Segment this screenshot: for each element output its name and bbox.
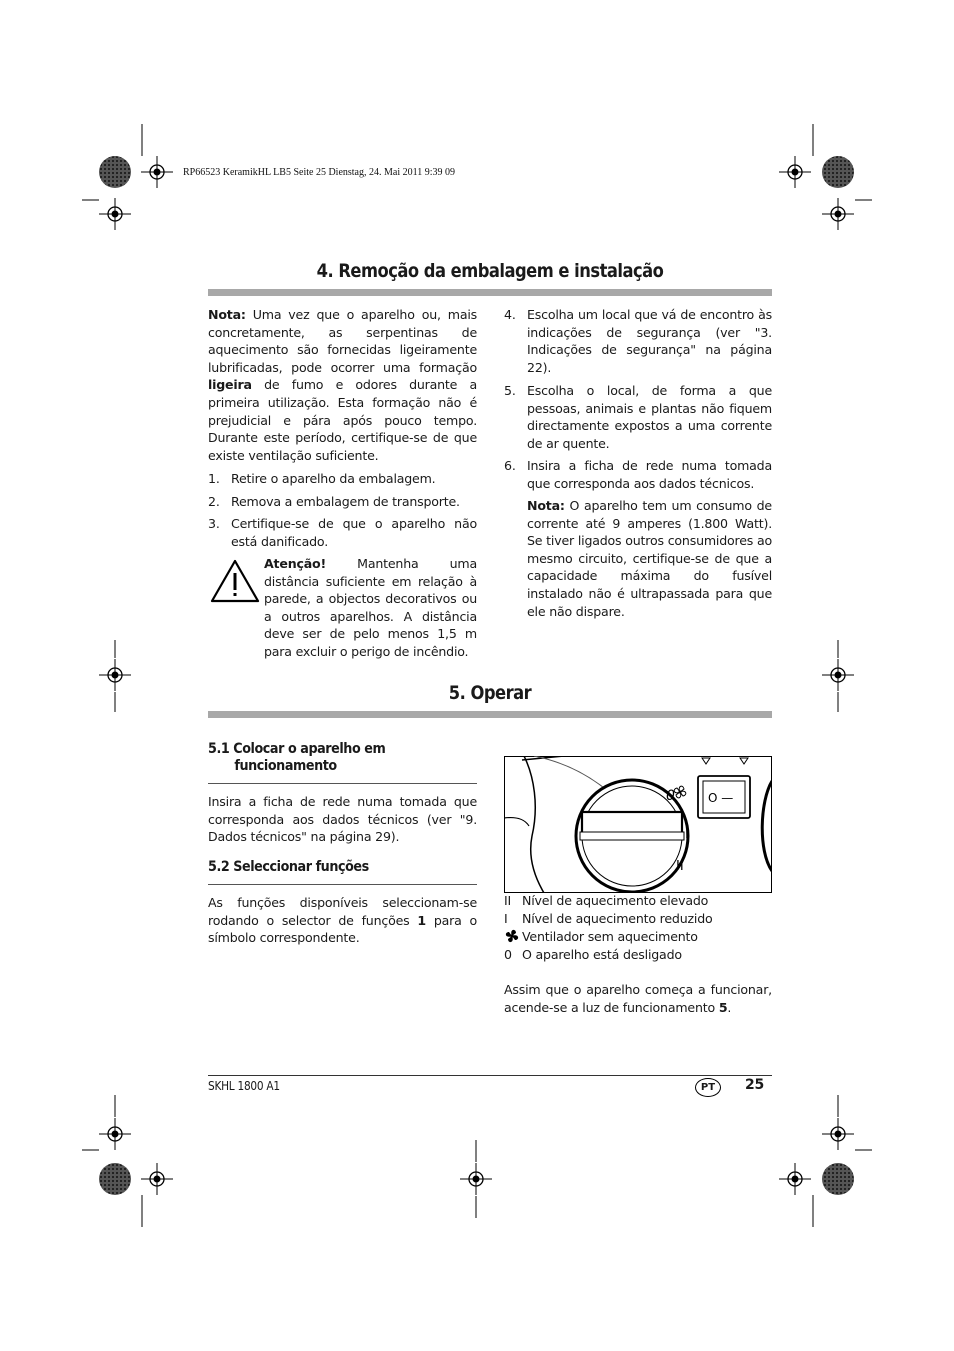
warning-label: Atenção! <box>264 556 327 571</box>
language-badge: PT <box>695 1078 721 1097</box>
note-2-label: Nota: <box>527 498 565 513</box>
subsection-5-2-text-a: As funções disponíveis seleccionam-se rodando o selector de funções <box>208 895 477 928</box>
print-info: RP66523 KeramikHL LB5 Seite 25 Dienstag, 24. Mai 2011 9:39 09 <box>183 167 456 178</box>
list-text: Certifique-se de que o aparelho não está danificado. <box>231 516 477 549</box>
note-text-1: Uma vez que o aparelho ou, mais concretamente, as serpentinas de aquecimento são fornecidas ligeiramente lubrificadas, pode ocorrer uma formação <box>208 307 478 375</box>
legend-item <box>504 910 713 928</box>
list-text: Escolha um local que vá de encontro às indicações de segurança (ver "3. Indicações de segurança" na página 22). <box>527 307 772 375</box>
list-item <box>504 382 772 454</box>
subsection-5-2-title: 5.2 Seleccionar funções <box>208 859 369 875</box>
note-paragraph <box>208 306 477 464</box>
subsection-5-2-text <box>208 894 477 947</box>
sunburst-mark <box>99 156 131 188</box>
sunburst-mark <box>822 156 854 188</box>
control-panel-illustration <box>504 756 772 893</box>
section-4-rule <box>208 289 772 296</box>
legend-text: Nível de aquecimento elevado <box>522 893 709 908</box>
list-number: 3. <box>208 516 220 531</box>
legend-symbol: I <box>504 911 508 926</box>
list-item <box>504 306 772 378</box>
list-item <box>208 493 477 511</box>
legend-text: O aparelho está desligado <box>522 947 682 962</box>
operation-light-text-a: Assim que o aparelho começa a funcionar, acende-se a luz de funcionamento <box>504 982 772 1015</box>
subsection-rule <box>208 884 477 885</box>
note-2-text: O aparelho tem um consumo de corrente até 9 amperes (1.800 Watt). Se tiver ligados outros consumidores ao mesmo circuito, certifique-se de que a capacidade máxima do fusível instalado não é ultrapassada para que ele não dispare. <box>527 498 772 619</box>
operation-light-bold: 5 <box>718 999 728 1015</box>
switch-label: O — <box>708 791 734 805</box>
list-number: 6. <box>504 458 516 473</box>
note-bold: ligeira <box>208 377 252 393</box>
subsection-5-1-title <box>208 741 385 775</box>
list-number: 5. <box>504 383 516 398</box>
list-text: Retire o aparelho da embalagem. <box>231 471 436 486</box>
sunburst-mark <box>99 1163 131 1195</box>
list-item <box>504 457 772 493</box>
figure-label-one: I <box>685 827 689 842</box>
warning-paragraph <box>264 555 477 661</box>
subsection-5-1-text: Insira a ficha de rede numa tomada que corresponda aos dados técnicos (ver "9. Dados técnicos" na página 29). <box>208 794 477 845</box>
warning-text: Mantenha uma distância suficiente em relação à parede, a objectos decorativos ou a outros aparelhos. A distância deve ser de pelo menos 1,5 m para excluir o perigo de incêndio. <box>264 556 477 659</box>
section-5-title: 5. Operar <box>448 682 532 704</box>
section-4-title: 4. Remoção da embalagem e instalação <box>316 260 664 282</box>
legend-item <box>504 892 708 910</box>
subsection-5-2-text-b: para o símbolo correspondente. <box>208 912 477 946</box>
list-item <box>208 470 477 488</box>
legend-symbol: II <box>504 893 512 908</box>
sunburst-mark <box>822 1163 854 1195</box>
list-item <box>208 515 477 551</box>
list-number: 4. <box>504 307 516 322</box>
operation-light-text-b: . <box>727 999 732 1015</box>
note-2-paragraph <box>527 497 772 620</box>
list-number: 2. <box>208 494 220 509</box>
subsection-5-2-bold: 1 <box>417 912 426 928</box>
section-5-rule <box>208 711 772 718</box>
figure-label-two: II <box>676 859 684 874</box>
fan-icon <box>504 928 520 944</box>
subsection-5-1-line-1: 5.1 Colocar o aparelho em <box>208 741 386 757</box>
note-label: Nota: <box>208 307 246 322</box>
legend-text: Nível de aquecimento reduzido <box>522 911 713 926</box>
subsection-5-1-line-2: funcionamento <box>234 758 337 774</box>
legend-text: Ventilador sem aquecimento <box>522 929 698 944</box>
list-number: 1. <box>208 471 220 486</box>
footer-rule <box>208 1075 772 1076</box>
subsection-rule <box>208 783 477 784</box>
legend-symbol: 0 <box>504 947 512 962</box>
list-text: Insira a ficha de rede numa tomada que corresponda aos dados técnicos. <box>527 458 772 491</box>
page-number: 25 <box>745 1077 764 1093</box>
legend-item <box>504 928 698 946</box>
list-text: Remova a embalagem de transporte. <box>231 494 460 509</box>
footer-model: SKHL 1800 A1 <box>208 1079 280 1093</box>
legend-item <box>504 946 682 964</box>
list-text: Escolha o local, de forma a que pessoas, animais e plantas não fiquem directamente expostos a uma corrente de ar quente. <box>527 383 772 451</box>
figure-label-zero: 0 <box>666 788 675 804</box>
operation-light-text <box>504 981 772 1016</box>
warning-icon <box>210 558 260 604</box>
note-text-2: de fumo e odores durante a primeira utilização. Esta formação não é prejudicial e pára após pouco tempo. Durante este período, certifique-se de que existe ventilação suficiente. <box>208 377 477 463</box>
